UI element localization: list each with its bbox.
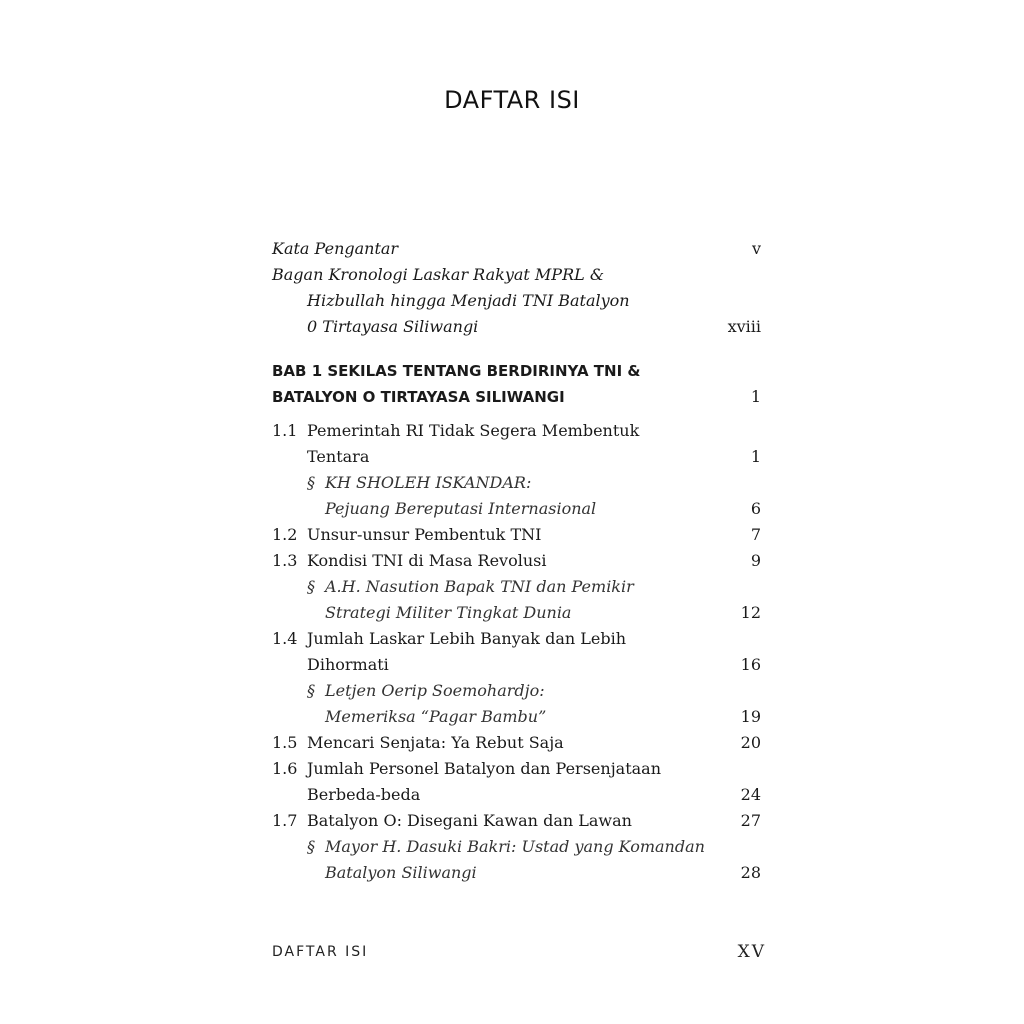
- section-title: Tentara: [307, 447, 370, 466]
- section-number: 1.7: [272, 811, 298, 830]
- entry-page: xviii: [727, 317, 761, 336]
- section-mark: §: [307, 681, 315, 700]
- chapter-title: BAB 1 SEKILAS TENTANG BERDIRINYA TNI &: [272, 362, 641, 380]
- section-title: Jumlah Personel Batalyon dan Persenjataan: [307, 759, 661, 778]
- subsection-line: [272, 834, 761, 860]
- section-title: Memeriksa “Pagar Bambu”: [325, 707, 547, 726]
- section-title: Jumlah Laskar Lebih Banyak dan Lebih: [307, 629, 627, 648]
- section-number: 1.2: [272, 525, 298, 544]
- toc-entry-line: [272, 314, 761, 340]
- section-line: [272, 652, 761, 678]
- section-line: [272, 444, 761, 470]
- entry-page: v: [751, 239, 761, 258]
- section-line: [272, 730, 761, 756]
- section-title: Pemerintah RI Tidak Segera Membentuk: [307, 421, 640, 440]
- section-title: Strategi Militer Tingkat Dunia: [325, 603, 572, 622]
- section-title: Mencari Senjata: Ya Rebut Saja: [307, 733, 564, 752]
- subsection-line: [272, 470, 761, 496]
- entry-title: Kata Pengantar: [272, 239, 399, 258]
- entry-title: 0 Tirtayasa Siliwangi: [307, 317, 479, 336]
- section-line: [272, 418, 761, 444]
- section-page: 16: [740, 655, 761, 674]
- chapter-title: BATALYON O TIRTAYASA SILIWANGI: [272, 388, 565, 406]
- section-page: 19: [740, 707, 761, 726]
- section-page: 28: [740, 863, 761, 882]
- section-page: 20: [740, 733, 761, 752]
- section-number: 1.3: [272, 551, 298, 570]
- entry-title: Bagan Kronologi Laskar Rakyat MPRL &: [272, 265, 605, 284]
- section-title: Unsur-unsur Pembentuk TNI: [307, 525, 542, 544]
- toc-entry-line: [272, 236, 761, 262]
- page-title: DAFTAR ISI: [444, 86, 580, 114]
- section-title: Batalyon O: Disegani Kawan dan Lawan: [307, 811, 632, 830]
- subsection-line: [272, 574, 761, 600]
- running-head: DAFTAR ISI: [272, 944, 369, 960]
- chapter-page: 1: [750, 387, 761, 406]
- section-line: [272, 548, 761, 574]
- table-of-contents: [272, 236, 761, 886]
- subsection-line: [272, 496, 761, 522]
- section-line: [272, 782, 761, 808]
- section-page: 7: [750, 525, 761, 544]
- section-number: 1.4: [272, 629, 298, 648]
- page-number: XV: [737, 942, 766, 962]
- subsection-line: [272, 704, 761, 730]
- section-page: 27: [740, 811, 761, 830]
- section-line: [272, 808, 761, 834]
- section-number: 1.6: [272, 759, 298, 778]
- toc-entry-line: [272, 262, 761, 288]
- section-page: 1: [750, 447, 761, 466]
- toc-entry-line: [272, 288, 761, 314]
- section-mark: §: [307, 577, 315, 596]
- section-title: Berbeda-beda: [307, 785, 421, 804]
- section-page: 6: [750, 499, 761, 518]
- section-line: [272, 522, 761, 548]
- section-number: 1.1: [272, 421, 298, 440]
- chapter-heading-line: [272, 358, 761, 384]
- section-title: Letjen Oerip Soemohardjo:: [325, 681, 545, 700]
- section-mark: §: [307, 837, 315, 856]
- section-title: Kondisi TNI di Masa Revolusi: [307, 551, 547, 570]
- section-line: [272, 756, 761, 782]
- section-title: Pejuang Bereputasi Internasional: [325, 499, 597, 518]
- section-page: 9: [750, 551, 761, 570]
- section-page: 24: [740, 785, 761, 804]
- section-mark: §: [307, 473, 315, 492]
- subsection-line: [272, 678, 761, 704]
- section-title: A.H. Nasution Bapak TNI dan Pemikir: [325, 577, 634, 596]
- section-title: KH SHOLEH ISKANDAR:: [325, 473, 532, 492]
- chapter-heading-line: [272, 384, 761, 410]
- section-line: [272, 626, 761, 652]
- entry-title: Hizbullah hingga Menjadi TNI Batalyon: [307, 291, 630, 310]
- subsection-line: [272, 600, 761, 626]
- section-number: 1.5: [272, 733, 298, 752]
- subsection-line: [272, 860, 761, 886]
- section-title: Mayor H. Dasuki Bakri: Ustad yang Komandan: [325, 837, 705, 856]
- section-title: Dihormati: [307, 655, 389, 674]
- section-title: Batalyon Siliwangi: [325, 863, 477, 882]
- section-page: 12: [740, 603, 761, 622]
